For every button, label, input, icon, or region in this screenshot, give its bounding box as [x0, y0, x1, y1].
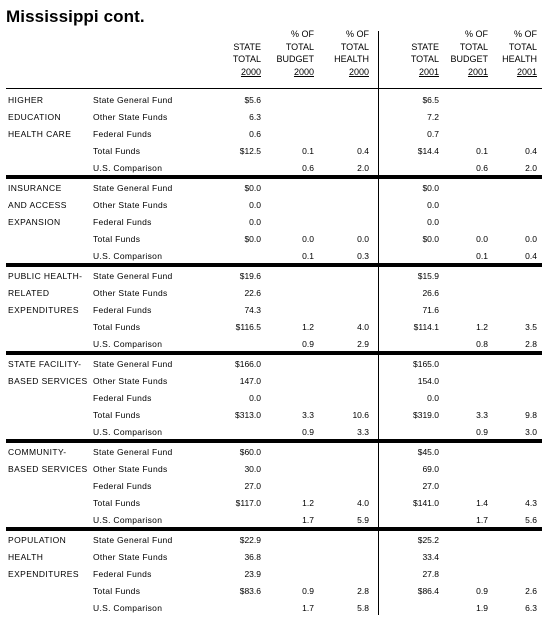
- column-header-line: TOTAL: [459, 41, 488, 52]
- row-label: Total Funds: [93, 586, 141, 596]
- table-cell: 3.3: [357, 427, 369, 437]
- table-row: [0, 373, 542, 390]
- column-header-line: % OF: [513, 29, 537, 39]
- table-cell: 0.9: [302, 339, 314, 349]
- table-cell: $114.1: [413, 322, 439, 332]
- table-cell: $117.0: [235, 498, 261, 508]
- table-cell: 7.2: [427, 112, 439, 122]
- table-cell: 0.9: [476, 586, 488, 596]
- table-cell: 22.6: [244, 288, 261, 298]
- category-label-line: RELATED: [8, 288, 50, 298]
- column-header-line: TOTAL: [340, 41, 369, 52]
- table-row: [0, 600, 542, 617]
- table-cell: 6.3: [249, 112, 261, 122]
- row-label: U.S. Comparison: [93, 251, 163, 261]
- table-cell: 3.3: [302, 410, 314, 420]
- table-cell: $141.0: [413, 498, 439, 508]
- table-cell: 36.8: [244, 552, 261, 562]
- row-label: U.S. Comparison: [93, 427, 163, 437]
- table-row: [0, 495, 542, 512]
- table-row: [0, 109, 542, 126]
- column-header-line: % OF: [290, 29, 314, 39]
- column-header-line: HEALTH: [334, 54, 369, 65]
- table-cell: $0.0: [244, 183, 261, 193]
- table-cell: 0.7: [427, 129, 439, 139]
- table-cell: 2.0: [525, 163, 537, 173]
- row-label: State General Fund: [93, 447, 173, 457]
- column-header-line: TOTAL: [232, 54, 261, 65]
- category-label-line: BASED SERVICES: [8, 464, 88, 474]
- table-cell: 1.2: [302, 322, 314, 332]
- row-label: Total Funds: [93, 410, 141, 420]
- table-cell: $165.0: [413, 359, 439, 369]
- table-cell: 0.0: [249, 393, 261, 403]
- table-row: [0, 285, 542, 302]
- table-cell: 1.7: [476, 515, 488, 525]
- column-header: [495, 28, 537, 78]
- table-row: [0, 231, 542, 248]
- table-cell: 1.7: [302, 515, 314, 525]
- table-row: [0, 126, 542, 143]
- table-cell: 3.3: [476, 410, 488, 420]
- row-label: Other State Funds: [93, 200, 168, 210]
- row-label: Federal Funds: [93, 217, 152, 227]
- row-label: State General Fund: [93, 271, 173, 281]
- row-label: Total Funds: [93, 146, 141, 156]
- table-row: [0, 356, 542, 373]
- table-cell: 5.8: [357, 603, 369, 613]
- table-cell: 0.8: [476, 339, 488, 349]
- table-row: [0, 302, 542, 319]
- table-cell: 0.6: [249, 129, 261, 139]
- row-label: U.S. Comparison: [93, 515, 163, 525]
- column-header-line: STATE: [233, 41, 261, 52]
- table-cell: 27.0: [244, 481, 261, 491]
- table-cell: 23.9: [244, 569, 261, 579]
- table-cell: 2.0: [357, 163, 369, 173]
- row-label: State General Fund: [93, 183, 173, 193]
- table-cell: 3.0: [525, 427, 537, 437]
- table-cell: $0.0: [422, 234, 439, 244]
- table-cell: 27.0: [422, 481, 439, 491]
- column-header: [444, 28, 488, 78]
- row-label: U.S. Comparison: [93, 339, 163, 349]
- table-cell: $45.0: [417, 447, 439, 457]
- table-cell: 0.0: [427, 393, 439, 403]
- table-cell: 1.9: [476, 603, 488, 613]
- table-cell: 33.4: [422, 552, 439, 562]
- row-label: Federal Funds: [93, 305, 152, 315]
- column-header-line: TOTAL: [508, 41, 537, 52]
- section-divider: [6, 175, 542, 179]
- row-label: Other State Funds: [93, 112, 168, 122]
- table-cell: 0.3: [357, 251, 369, 261]
- category-label-line: EXPANSION: [8, 217, 61, 227]
- table-cell: 0.0: [302, 234, 314, 244]
- column-header-line: 2000: [293, 66, 314, 77]
- table-cell: 0.4: [525, 251, 537, 261]
- table-cell: 5.9: [357, 515, 369, 525]
- table-cell: $15.9: [417, 271, 439, 281]
- column-header-line: [389, 28, 439, 41]
- column-header: [266, 28, 314, 78]
- category-label-line: HIGHER: [8, 95, 44, 105]
- page-title: Mississippi cont.: [6, 7, 145, 26]
- table-cell: $25.2: [417, 535, 439, 545]
- table-row: [0, 197, 542, 214]
- column-header-line: % OF: [464, 29, 488, 39]
- table-cell: $60.0: [239, 447, 261, 457]
- table-row: [0, 180, 542, 197]
- table-row: [0, 566, 542, 583]
- category-label-line: HEALTH: [8, 552, 44, 562]
- table-cell: 4.0: [357, 498, 369, 508]
- table-cell: $86.4: [417, 586, 439, 596]
- column-header-line: [211, 28, 261, 41]
- column-header-line: TOTAL: [285, 41, 314, 52]
- table-cell: 0.0: [525, 234, 537, 244]
- table-cell: 2.8: [357, 586, 369, 596]
- section-divider: [6, 439, 542, 443]
- row-label: Total Funds: [93, 498, 141, 508]
- category-label-line: EXPENDITURES: [8, 569, 79, 579]
- row-label: Other State Funds: [93, 552, 168, 562]
- row-label: State General Fund: [93, 535, 173, 545]
- column-header: [389, 28, 439, 78]
- table-cell: $166.0: [235, 359, 261, 369]
- table-cell: 5.6: [525, 515, 537, 525]
- row-label: U.S. Comparison: [93, 163, 163, 173]
- table-cell: 4.0: [357, 322, 369, 332]
- table-cell: 0.6: [302, 163, 314, 173]
- table-cell: 69.0: [422, 464, 439, 474]
- table-row: [0, 407, 542, 424]
- column-header-line: TOTAL: [410, 54, 439, 65]
- column-header-line: BUDGET: [450, 54, 488, 65]
- column-header-line: BUDGET: [276, 54, 314, 65]
- table-cell: 0.0: [249, 200, 261, 210]
- table-cell: 0.6: [476, 163, 488, 173]
- table-cell: 10.6: [352, 410, 369, 420]
- table-cell: 1.2: [302, 498, 314, 508]
- row-label: Total Funds: [93, 234, 141, 244]
- column-header: [321, 28, 369, 78]
- row-label: State General Fund: [93, 95, 173, 105]
- column-header-line: 2000: [240, 66, 261, 77]
- table-cell: 0.0: [249, 217, 261, 227]
- table-cell: 0.4: [357, 146, 369, 156]
- table-cell: $116.5: [235, 322, 261, 332]
- category-label-line: AND ACCESS: [8, 200, 67, 210]
- table-cell: 2.8: [525, 339, 537, 349]
- table-cell: $6.5: [422, 95, 439, 105]
- table-row: [0, 390, 542, 407]
- column-header-line: 2001: [418, 66, 439, 77]
- table-cell: $0.0: [422, 183, 439, 193]
- section-divider: [6, 351, 542, 355]
- table-row: [0, 583, 542, 600]
- row-label: Federal Funds: [93, 129, 152, 139]
- table-row: [0, 444, 542, 461]
- column-header-line: 2001: [467, 66, 488, 77]
- table-row: [0, 143, 542, 160]
- row-label: Federal Funds: [93, 569, 152, 579]
- table-cell: 4.3: [525, 498, 537, 508]
- table-cell: 9.8: [525, 410, 537, 420]
- table-cell: 74.3: [244, 305, 261, 315]
- table-cell: 1.4: [476, 498, 488, 508]
- table-cell: 0.0: [476, 234, 488, 244]
- table-cell: 0.9: [476, 427, 488, 437]
- row-label: Other State Funds: [93, 376, 168, 386]
- table-cell: $19.6: [239, 271, 261, 281]
- table-cell: 0.9: [302, 586, 314, 596]
- column-header-line: HEALTH: [502, 54, 537, 65]
- header-divider: [6, 88, 542, 89]
- column-header-line: 2000: [348, 66, 369, 77]
- table-cell: 0.0: [427, 200, 439, 210]
- category-label-line: EDUCATION: [8, 112, 62, 122]
- table-row: [0, 532, 542, 549]
- row-label: U.S. Comparison: [93, 603, 163, 613]
- table-cell: 71.6: [422, 305, 439, 315]
- table-cell: $5.6: [244, 95, 261, 105]
- table-row: [0, 268, 542, 285]
- row-label: State General Fund: [93, 359, 173, 369]
- table-cell: 0.0: [357, 234, 369, 244]
- table-row: [0, 92, 542, 109]
- column-header-line: STATE: [411, 41, 439, 52]
- table-cell: 0.1: [476, 251, 488, 261]
- table-cell: 2.9: [357, 339, 369, 349]
- row-label: Federal Funds: [93, 481, 152, 491]
- table-cell: $12.5: [239, 146, 261, 156]
- table-cell: 2.6: [525, 586, 537, 596]
- table-cell: 1.7: [302, 603, 314, 613]
- table-cell: 154.0: [417, 376, 439, 386]
- category-label-line: EXPENDITURES: [8, 305, 79, 315]
- row-label: Other State Funds: [93, 464, 168, 474]
- table-row: [0, 461, 542, 478]
- category-label-line: POPULATION: [8, 535, 67, 545]
- table-cell: $0.0: [244, 234, 261, 244]
- table-cell: 0.1: [302, 146, 314, 156]
- table-row: [0, 319, 542, 336]
- table-cell: 1.2: [476, 322, 488, 332]
- column-header-line: % OF: [345, 29, 369, 39]
- table-row: [0, 478, 542, 495]
- table-cell: 0.1: [302, 251, 314, 261]
- table-cell: $319.0: [413, 410, 439, 420]
- table-cell: $313.0: [235, 410, 261, 420]
- table-cell: $22.9: [239, 535, 261, 545]
- category-label-line: HEALTH CARE: [8, 129, 72, 139]
- category-label-line: PUBLIC HEALTH-: [8, 271, 83, 281]
- table-cell: 147.0: [239, 376, 261, 386]
- table-cell: 0.0: [427, 217, 439, 227]
- section-divider: [6, 527, 542, 531]
- section-divider: [6, 263, 542, 267]
- table-row: [0, 214, 542, 231]
- table-cell: 0.1: [476, 146, 488, 156]
- table-cell: 6.3: [525, 603, 537, 613]
- category-label-line: STATE FACILITY-: [8, 359, 82, 369]
- table-cell: 27.8: [422, 569, 439, 579]
- column-header-line: 2001: [516, 66, 537, 77]
- category-label-line: COMMUNITY-: [8, 447, 67, 457]
- row-label: Other State Funds: [93, 288, 168, 298]
- table-cell: 0.9: [302, 427, 314, 437]
- column-header: [211, 28, 261, 78]
- table-cell: 3.5: [525, 322, 537, 332]
- table-cell: 0.4: [525, 146, 537, 156]
- table-row: [0, 549, 542, 566]
- category-label-line: INSURANCE: [8, 183, 62, 193]
- table-cell: 26.6: [422, 288, 439, 298]
- table-cell: $14.4: [417, 146, 439, 156]
- category-label-line: BASED SERVICES: [8, 376, 88, 386]
- row-label: Federal Funds: [93, 393, 152, 403]
- table-cell: 30.0: [244, 464, 261, 474]
- row-label: Total Funds: [93, 322, 141, 332]
- table-cell: $83.6: [239, 586, 261, 596]
